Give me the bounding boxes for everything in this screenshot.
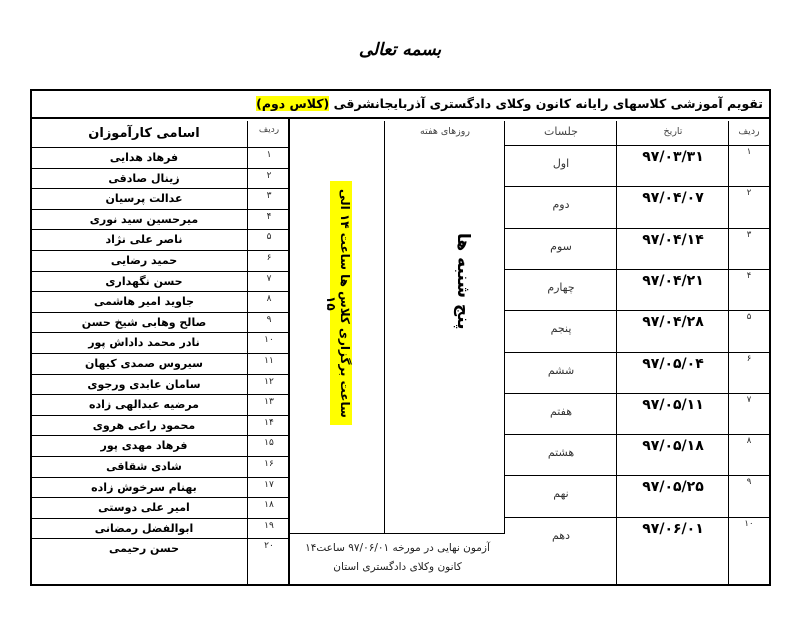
schedule-date: ۹۷/۰۶/۰۱ — [642, 520, 704, 537]
schedule-row-no: ۱ — [746, 147, 752, 157]
students-header-name: اسامی کارآموزان — [88, 126, 200, 141]
student-name: سیروس صمدی کیهان — [85, 357, 203, 370]
schedule-date: ۹۷/۰۵/۱۸ — [642, 438, 704, 455]
schedule-session: هفتم — [549, 404, 572, 418]
schedule-table — [290, 121, 769, 584]
student-name: جاوید امیر هاشمی — [93, 295, 195, 309]
student-name: امیر علی دوستی — [98, 501, 190, 515]
final-exam-line-2: کانون وکلای دادگستری استان — [333, 561, 462, 573]
student-row — [32, 497, 288, 519]
student-row-no: ۱۵ — [264, 438, 274, 449]
header-weekday: روزهای هفته — [420, 126, 470, 137]
student-row-no: ۷ — [266, 273, 272, 284]
student-name: بهنام سرخوش زاده — [91, 480, 197, 494]
student-row — [32, 518, 288, 540]
student-name: میرحسین سید نوری — [89, 212, 199, 226]
student-name: ابوالفضل رمضانی — [94, 521, 194, 535]
student-name: حسن نگهداری — [105, 274, 183, 288]
student-name: عدالت پرسیان — [105, 192, 183, 206]
student-row-no: ۱۸ — [264, 500, 274, 511]
students-header — [32, 121, 288, 147]
student-row — [32, 435, 288, 457]
student-row — [32, 291, 288, 313]
schedule-session: سوم — [550, 239, 572, 253]
title-highlight: (کلاس دوم) — [256, 96, 330, 111]
schedule-row-no: ۶ — [746, 353, 752, 364]
title-main: تقویم آموزشی کلاسهای رایانه کانون وکلای دادگستری آذربایجانشرقی — [333, 96, 763, 111]
student-name: سامان عابدی ورجوی — [87, 377, 201, 391]
final-exam-note — [290, 539, 505, 577]
header-session: جلسات — [544, 125, 578, 138]
student-name: زینال صادقی — [108, 171, 180, 185]
student-row-no: ۱۳ — [264, 397, 274, 408]
students-header-row-no: ردیف — [258, 125, 280, 135]
schedule-session: نهم — [553, 487, 569, 501]
student-name: ناصر علی نژاد — [105, 233, 183, 247]
student-row — [32, 456, 288, 478]
student-name: محمود راعی هروی — [92, 418, 196, 432]
schedule-session: دهم — [551, 528, 571, 542]
schedule-row-no: ۱۰ — [744, 518, 754, 529]
schedule-row-no: ۳ — [746, 229, 752, 240]
student-row — [32, 477, 288, 499]
student-row — [32, 271, 288, 293]
student-name: شادی شقاقی — [106, 460, 182, 473]
student-name: مرضیه عبدالهی زاده — [89, 398, 199, 412]
student-row — [32, 394, 288, 416]
schedule-row-no: ۷ — [746, 394, 752, 405]
student-row — [32, 538, 288, 560]
student-row — [32, 229, 288, 251]
schedule-session: دوم — [552, 198, 570, 212]
schedule-date: ۹۷/۰۳/۳۱ — [642, 149, 704, 165]
student-row — [32, 415, 288, 437]
schedule-date: ۹۷/۰۵/۰۴ — [642, 355, 704, 372]
header-row-no: ردیف — [738, 126, 760, 137]
schedule-session: ششم — [547, 363, 575, 377]
student-row-no: ۲ — [266, 170, 272, 181]
student-row-no: ۵ — [266, 232, 272, 243]
student-row-no: ۸ — [266, 294, 272, 305]
student-row — [32, 188, 288, 210]
schedule-date: ۹۷/۰۴/۲۸ — [642, 314, 704, 331]
final-exam-line-1: آزمون نهایی در مورخه ۹۷/۰۶/۰۱ ساعت۱۴ — [305, 542, 490, 554]
schedule-row-no: ۵ — [746, 312, 752, 323]
schedule-row-no: ۸ — [746, 436, 752, 447]
table-title — [32, 91, 769, 119]
student-row-no: ۲۰ — [264, 541, 274, 552]
student-name: صالح وهابی شیخ حسن — [81, 315, 207, 329]
weekday-value: پنج شنبه ها — [453, 232, 473, 330]
student-row-no: ۴ — [266, 211, 272, 222]
schedule-date: ۹۷/۰۴/۱۴ — [642, 231, 704, 248]
schedule-session: هشتم — [547, 446, 575, 460]
calendar-table — [30, 89, 771, 586]
student-row — [32, 250, 288, 272]
student-row-no: ۹ — [266, 314, 272, 325]
schedule-row-no: ۹ — [746, 477, 752, 488]
student-name: حمید رضایی — [110, 254, 178, 267]
schedule-date: ۹۷/۰۴/۰۷ — [642, 190, 704, 207]
student-name: فرهاد هدایی — [109, 151, 179, 164]
header-date: تاریخ — [663, 126, 683, 137]
student-row — [32, 168, 288, 190]
schedule-date: ۹۷/۰۴/۲۱ — [642, 272, 704, 289]
student-row-no: ۶ — [266, 253, 272, 263]
schedule-row-no: ۲ — [746, 188, 752, 199]
student-row-no: ۱۶ — [264, 459, 274, 469]
schedule-date: ۹۷/۰۵/۱۱ — [642, 396, 704, 413]
student-row-no: ۱۹ — [264, 520, 274, 531]
student-row-no: ۱۴ — [264, 417, 274, 428]
student-row — [32, 353, 288, 375]
student-row-no: ۱۰ — [264, 335, 274, 346]
student-row — [32, 209, 288, 231]
schedule-session: اول — [552, 157, 570, 170]
student-row-no: ۳ — [266, 191, 272, 202]
students-table — [32, 121, 288, 584]
student-row-no: ۱۷ — [264, 479, 274, 490]
student-row — [32, 147, 288, 169]
schedule-date: ۹۷/۰۵/۲۵ — [642, 479, 704, 496]
student-row — [32, 374, 288, 396]
class-time-note: ساعت برگزاری کلاس ها ساعت ۱۴ الی ۱۵ — [330, 181, 352, 425]
schedule-session: پنجم — [550, 322, 572, 336]
student-row-no: ۱۲ — [264, 376, 274, 387]
schedule-row-no: ۴ — [746, 270, 752, 281]
student-name: حسن رحیمی — [108, 542, 180, 556]
student-name: فرهاد مهدی پور — [100, 439, 188, 453]
student-row — [32, 312, 288, 334]
student-name: نادر محمد داداش پور — [88, 336, 200, 350]
student-row-no: ۱۱ — [264, 356, 274, 366]
student-row — [32, 332, 288, 354]
student-row-no: ۱ — [266, 150, 272, 160]
bismillah-heading: بسمه تعالی — [358, 40, 442, 60]
schedule-session: چهارم — [547, 280, 575, 294]
